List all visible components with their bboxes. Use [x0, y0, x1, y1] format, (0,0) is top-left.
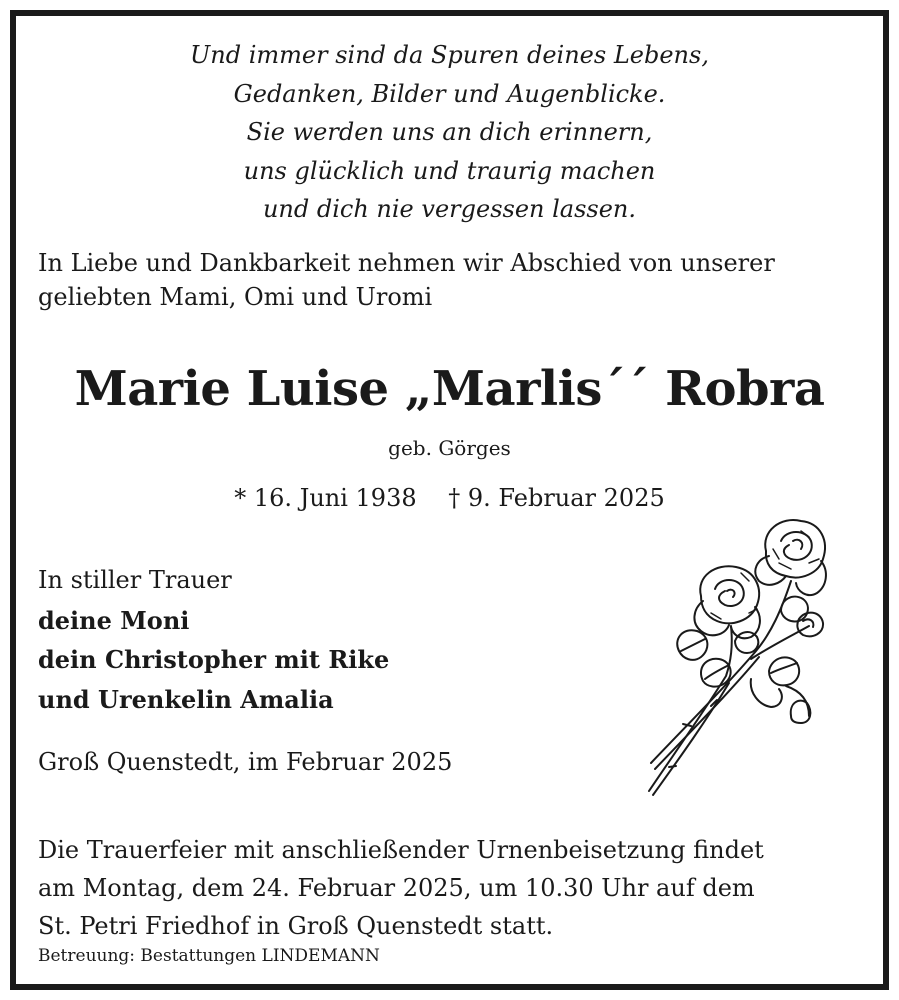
death-date: † 9. Februar 2025 [448, 484, 665, 512]
rose-illustration [631, 501, 836, 801]
poem-line: Sie werden uns an dich erinnern, [246, 118, 653, 146]
service-info [38, 831, 868, 945]
poem-line: Und immer sind da Spuren deines Lebens, [190, 41, 709, 69]
mourner-name: deine Moni [38, 605, 190, 635]
mourner-name: und Urenkelin Amalia [38, 684, 334, 714]
poem-line: und dich nie vergessen lassen. [262, 195, 637, 223]
poem-line: uns glücklich und traurig machen [243, 156, 656, 185]
service-line: am Montag, dem 24. Februar 2025, um 10.30 Uhr auf dem [38, 874, 755, 902]
mourners-intro: In stiller Trauer [38, 566, 232, 594]
deceased-name: Marie Luise „Marlis´´ Robra [74, 361, 825, 417]
funeral-home: Betreuung: Bestattungen LINDEMANN [38, 946, 380, 966]
poem [16, 36, 883, 229]
intro-line: geliebten Mami, Omi und Uromi [38, 283, 433, 311]
birth-date: * 16. Juni 1938 [234, 484, 417, 512]
poem-line: Gedanken, Bilder und Augenblicke. [233, 79, 666, 108]
maiden-name: geb. Görges [388, 436, 511, 460]
mourners [38, 561, 618, 719]
intro-line: In Liebe und Dankbarkeit nehmen wir Abschied von unserer [38, 249, 775, 277]
obituary-frame [10, 10, 889, 990]
intro-text [38, 246, 868, 314]
place-date: Groß Quenstedt, im Februar 2025 [38, 748, 453, 776]
service-line: St. Petri Friedhof in Groß Quenstedt statt. [38, 912, 554, 940]
service-line: Die Trauerfeier mit anschließender Urnenbeisetzung findet [38, 836, 764, 864]
mourner-name: dein Christopher mit Rike [38, 645, 390, 674]
